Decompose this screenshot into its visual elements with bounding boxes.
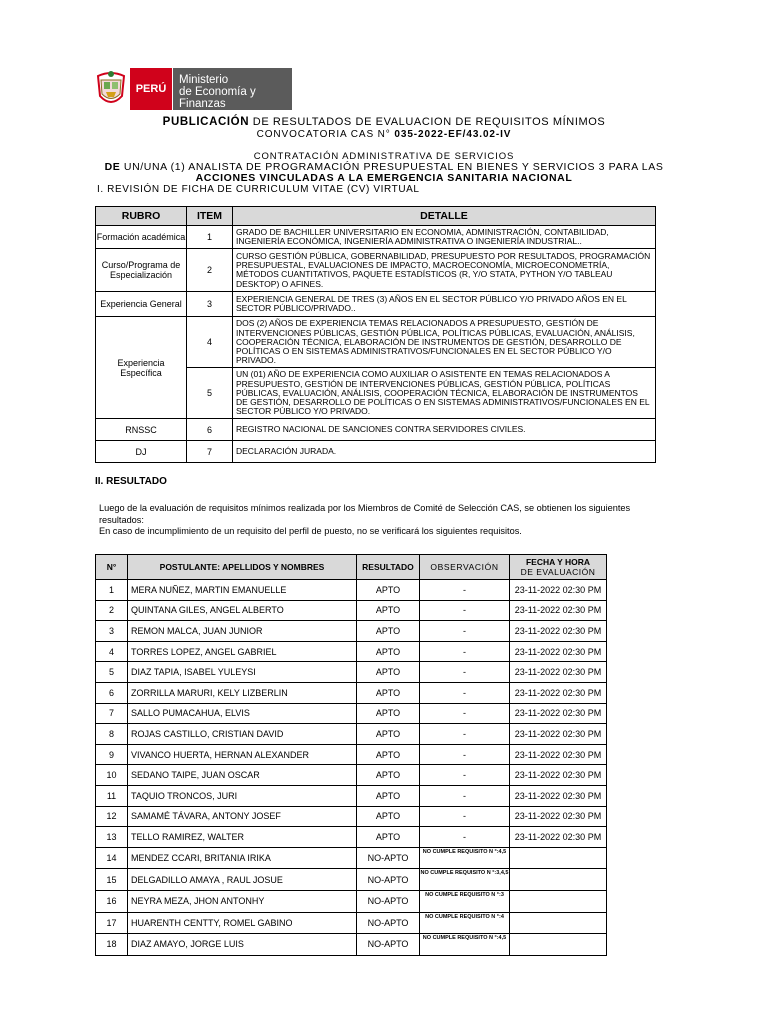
row-observation: NO CUMPLE REQUISITO N °:3,4,5 [420,869,510,891]
row-observation: - [420,785,510,806]
logo-ministry-label [172,68,292,110]
convocatoria-prefix: CONVOCATORIA CAS N° [256,129,391,140]
header-obs: OBSERVACIÓN [420,555,510,580]
row-date: 23-11-2022 02:30 PM [510,703,607,724]
header-date [510,555,607,580]
requirement-item: 7 [187,441,233,463]
page-title [0,116,768,128]
requirements-table [95,206,656,463]
requirement-rubro: Experiencia General [96,292,187,317]
requirement-row [96,317,656,368]
requirement-detalle: EXPERIENCIA GENERAL DE TRES (3) AÑOS EN EL SECTOR PÚBLICO Y/O PRIVADO AÑOS EN EL SECTOR PÚBLICO/PRIVADO.. [233,292,656,317]
row-observation: - [420,580,510,601]
row-number: 2 [96,600,128,621]
row-observation: - [420,703,510,724]
table-row [96,600,607,621]
table-row [96,934,607,956]
applicant-name: TELLO RAMIREZ, WALTER [128,827,357,848]
row-observation: - [420,744,510,765]
header-name: POSTULANTE: APELLIDOS Y NOMBRES [128,555,357,580]
requirement-detalle: DOS (2) AÑOS DE EXPERIENCIA TEMAS RELACIONADOS A PRESUPUESTO, GESTIÓN DE INTERVENCIONES PÚBLICAS, GESTIÓN PÚBLICA, POLÍTICAS PÚBLICAS, EVALUACIÓN, ANÁLISIS, COOPERACIÓN TÉCNICA, ELABORACIÓN DE INSTRUMENTOS DE GESTIÓN, DESARROLLO DE POLÍTICAS O EN SISTEMAS ADMINISTRATIVOS/FUNCIONALES EN EL SECTOR PÚBLICO Y/O PRIVADO. [233,317,656,368]
results-body [96,580,607,956]
row-date: 23-11-2022 02:30 PM [510,580,607,601]
row-result: NO-APTO [357,934,420,956]
row-observation: - [420,765,510,786]
requirement-detalle: UN (01) AÑO DE EXPERIENCIA COMO AUXILIAR O ASISTENTE EN TEMAS RELACIONADOS A PRESUPUESTO, GESTIÓN DE INTERVENCIONES PÚBLICAS, GESTIÓN PÚBLICA, POLÍTICAS PÚBLICAS, EVALUACIÓN, ANÁLISIS, COOPERACIÓN TÉCNICA, ELABORACIÓN DE INSTRUMENTOS DE GESTIÓN, DESARROLLO DE POLÍTICAS O EN SISTEMAS ADMINISTRATIVOS/FUNCIONALES EN EL SECTOR PÚBLICO Y/O PRIVADO. [233,368,656,419]
coat-of-arms-icon [92,68,130,110]
table-row [96,765,607,786]
header-detalle: DETALLE [233,207,656,226]
logo-country-label: PERÚ [130,68,172,110]
table-row [96,724,607,745]
requirement-item: 4 [187,317,233,368]
applicant-name: ZORRILLA MARURI, KELY LIZBERLIN [128,682,357,703]
row-date [510,890,607,912]
header-result: RESULTADO [357,555,420,580]
row-number: 1 [96,580,128,601]
row-observation: - [420,724,510,745]
requirement-detalle: DECLARACIÓN JURADA. [233,441,656,463]
row-result: APTO [357,641,420,662]
table-row [96,827,607,848]
row-number: 15 [96,869,128,891]
applicant-name: DIAZ AMAYO, JORGE LUIS [128,934,357,956]
table-row [96,912,607,934]
table-row [96,785,607,806]
row-number: 10 [96,765,128,786]
row-date: 23-11-2022 02:30 PM [510,724,607,745]
row-date: 23-11-2022 02:30 PM [510,662,607,683]
position-text: UN/UNA (1) ANALISTA DE PROGRAMACIÓN PRESUPUESTAL EN BIENES Y SERVICIOS 3 PARA LAS [120,161,664,173]
header-num: N° [96,555,128,580]
table-row [96,682,607,703]
row-observation: - [420,827,510,848]
requirement-row [96,441,656,463]
row-result: APTO [357,580,420,601]
requirement-item: 1 [187,226,233,249]
table-row [96,703,607,724]
requirement-item: 5 [187,368,233,419]
row-observation: NO CUMPLE REQUISITO N °:4,5 [420,934,510,956]
header-date-line2: DE EVALUACIÓN [520,567,596,577]
applicant-name: NEYRA MEZA, JHON ANTONHY [128,890,357,912]
requirement-detalle: REGISTRO NACIONAL DE SANCIONES CONTRA SERVIDORES CIVILES. [233,419,656,441]
row-date [510,912,607,934]
row-date: 23-11-2022 02:30 PM [510,682,607,703]
requirement-row [96,226,656,249]
row-number: 5 [96,662,128,683]
logo-ministry-line1: Ministerio [179,74,229,86]
row-observation: - [420,682,510,703]
row-number: 9 [96,744,128,765]
requirement-rubro: Curso/Programa de Especialización [96,249,187,292]
ministry-logo [92,68,292,110]
applicant-name: MERA NUÑEZ, MARTIN EMANUELLE [128,580,357,601]
section2-title: II. RESULTADO [95,476,167,487]
row-result: APTO [357,682,420,703]
row-result: NO-APTO [357,847,420,869]
row-result: NO-APTO [357,890,420,912]
row-observation: - [420,621,510,642]
results-paragraph2: En caso de incumplimiento de un requisito del perfil de puesto, no se verificará los siguientes requisitos. [99,526,522,536]
position-line2: ACCIONES VINCULADAS A LA EMERGENCIA SANITARIA NACIONAL [195,172,573,181]
row-date [510,847,607,869]
row-number: 14 [96,847,128,869]
table-row [96,662,607,683]
row-result: APTO [357,744,420,765]
convocatoria-number: 035-2022-EF/43.02-IV [394,129,512,140]
table-row [96,621,607,642]
table-row [96,890,607,912]
applicant-name: HUARENTH CENTTY, ROMEL GABINO [128,912,357,934]
row-observation: NO CUMPLE REQUISITO N °:4 [420,912,510,934]
row-date [510,934,607,956]
contratacion-line: CONTRATACIÓN ADMINISTRATIVA DE SERVICIOS [253,151,515,162]
row-observation: - [420,600,510,621]
section1-title: I. REVISIÓN DE FICHA DE CURRICULUM VITAE (CV) VIRTUAL [97,184,420,195]
title-rest: DE RESULTADOS DE EVALUACION DE REQUISITOS MÍNIMOS [249,116,606,128]
applicant-name: DIAZ TAPIA, ISABEL YULEYSI [128,662,357,683]
row-result: APTO [357,621,420,642]
row-number: 7 [96,703,128,724]
applicant-name: TORRES LOPEZ, ANGEL GABRIEL [128,641,357,662]
requirement-item: 6 [187,419,233,441]
header-date-line1: FECHA Y HORA [525,557,591,567]
logo-ministry-line2: de Economía y Finanzas [179,86,256,110]
row-number: 8 [96,724,128,745]
row-number: 6 [96,682,128,703]
table-row [96,806,607,827]
row-date: 23-11-2022 02:30 PM [510,621,607,642]
requirement-rubro: Experiencia Específica [96,317,187,419]
row-result: NO-APTO [357,912,420,934]
row-observation: - [420,641,510,662]
requirement-item: 2 [187,249,233,292]
table-row [96,641,607,662]
table-row [96,869,607,891]
table-row [96,744,607,765]
row-date: 23-11-2022 02:30 PM [510,827,607,848]
requirement-row [96,292,656,317]
applicant-name: DELGADILLO AMAYA , RAUL JOSUE [128,869,357,891]
row-date [510,869,607,891]
applicant-name: REMON MALCA, JUAN JUNIOR [128,621,357,642]
position-prefix: DE [104,161,121,173]
row-date: 23-11-2022 02:30 PM [510,744,607,765]
requirements-header-row [96,207,656,226]
row-observation: NO CUMPLE REQUISITO N °:4,5 [420,847,510,869]
results-table [95,554,607,956]
results-paragraph1: Luego de la evaluación de requisitos mínimos realizada por los Miembros de Comité de Selección CAS, se obtienen los siguientes resultados: [99,503,631,525]
requirement-row [96,419,656,441]
row-number: 16 [96,890,128,912]
row-number: 12 [96,806,128,827]
requirement-detalle: CURSO GESTIÓN PÚBLICA, GOBERNABILIDAD, PRESUPUESTO POR RESULTADOS, PROGRAMACIÓN PRESUPUESTAL, EVALUACIONES DE IMPACTO, MACROECONOMÍA, MICROECONOMETRÍA, MÉTODOS CUANTITATIVOS, PAQUETE ESTADÍSTICOS (R, Y/O STATA, PYTHON Y/O TABLEAU DESKTOP) O AFINES. [233,249,656,292]
applicant-name: QUINTANA GILES, ANGEL ALBERTO [128,600,357,621]
row-result: APTO [357,827,420,848]
applicant-name: ROJAS CASTILLO, CRISTIAN DAVID [128,724,357,745]
row-number: 4 [96,641,128,662]
row-number: 18 [96,934,128,956]
header-rubro: RUBRO [96,207,187,226]
row-result: NO-APTO [357,869,420,891]
applicant-name: SAMAMÉ TÁVARA, ANTONY JOSEF [128,806,357,827]
results-intro [99,503,659,538]
row-result: APTO [357,765,420,786]
row-date: 23-11-2022 02:30 PM [510,765,607,786]
applicant-name: VIVANCO HUERTA, HERNAN ALEXANDER [128,744,357,765]
row-observation: - [420,806,510,827]
applicant-name: SALLO PUMACAHUA, ELVIS [128,703,357,724]
row-number: 3 [96,621,128,642]
applicant-name: MENDEZ CCARI, BRITANIA IRIKA [128,847,357,869]
requirement-rubro: RNSSC [96,419,187,441]
requirement-rubro: DJ [96,441,187,463]
requirement-item: 3 [187,292,233,317]
requirement-rubro: Formación académica [96,226,187,249]
applicant-name: TAQUIO TRONCOS, JURI [128,785,357,806]
row-number: 11 [96,785,128,806]
row-date: 23-11-2022 02:30 PM [510,785,607,806]
title-bold: PUBLICACIÓN [162,116,250,128]
row-date: 23-11-2022 02:30 PM [510,641,607,662]
row-observation: NO CUMPLE REQUISITO N °:3 [420,890,510,912]
requirement-row [96,249,656,292]
row-date: 23-11-2022 02:30 PM [510,806,607,827]
row-observation: - [420,662,510,683]
row-result: APTO [357,724,420,745]
header-item: ITEM [187,207,233,226]
row-number: 13 [96,827,128,848]
table-row [96,847,607,869]
row-result: APTO [357,703,420,724]
convocatoria-line [0,129,768,140]
row-result: APTO [357,806,420,827]
applicant-name: SEDANO TAIPE, JUAN OSCAR [128,765,357,786]
row-number: 17 [96,912,128,934]
row-result: APTO [357,785,420,806]
table-row [96,580,607,601]
row-result: APTO [357,600,420,621]
results-header-row [96,555,607,580]
requirement-detalle: GRADO DE BACHILLER UNIVERSITARIO EN ECONOMIA, ADMINISTRACIÓN, CONTABILIDAD, INGENIERÍA ECONÓMICA, INGENIERÍA ADMINISTRATIVA O INGENIERÍA INDUSTRIAL.. [233,226,656,249]
row-result: APTO [357,662,420,683]
row-date: 23-11-2022 02:30 PM [510,600,607,621]
